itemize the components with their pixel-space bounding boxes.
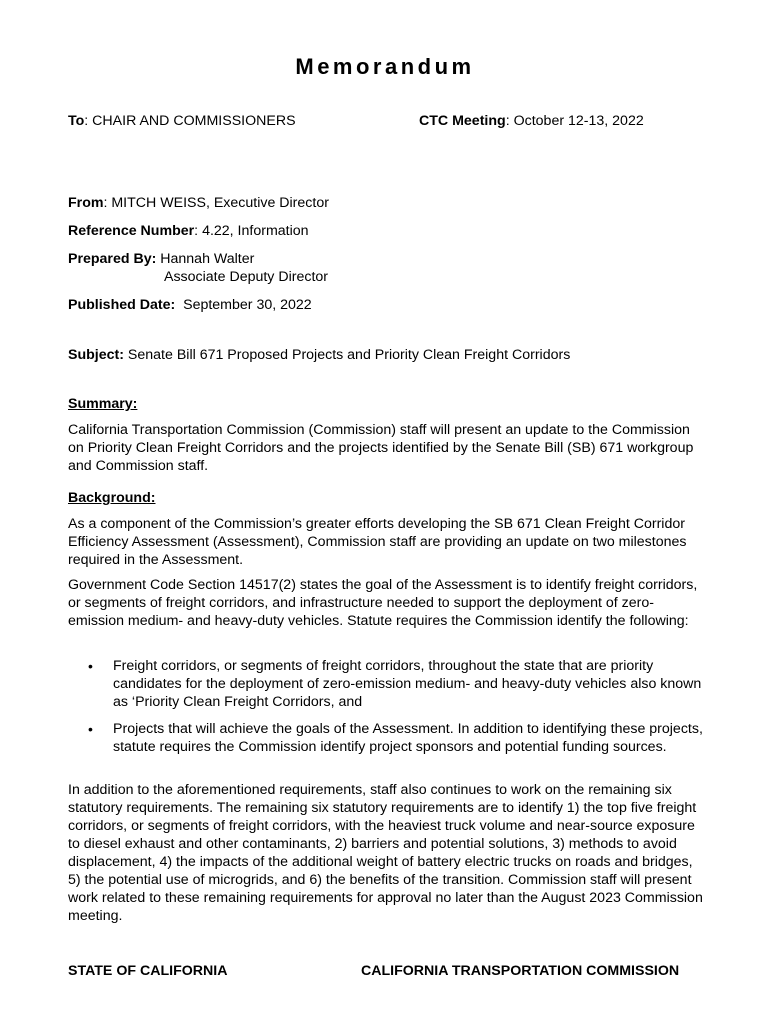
background-paragraph-3: In addition to the aforementioned requirements, staff also continues to work on the remaining six statutory requirements. The remaining six statutory requirements are to identify 1) the top five freight corridors, or segments of freight corridors, with the heaviest truck volume and near-source exposure to diesel exhaust and other contaminants, 2) barriers and potential solutions, 3) methods to avoid displacement, 4) the impacts of the additional weight of battery electric trucks on roads and bridges, 5) the potential use of microgrids, and 6) the benefits of the transition. Commission staff will present work related to these remaining requirements for approval no later than the August 2023 Commission meeting. — [68, 782, 703, 924]
background-paragraph-2: Government Code Section 14517(2) states the goal of the Assessment is to identify freight corridors, or segments of freight corridors, and infrastructure needed to support the deployment of zero-emission medium- and heavy-duty vehicles. Statute requires the Commission identify the following: — [68, 577, 698, 629]
footer-commission: CALIFORNIA TRANSPORTATION COMMISSION — [361, 963, 680, 979]
list-item — [68, 657, 708, 711]
summary-heading: Summary: — [68, 396, 138, 412]
background-paragraph-1: As a component of the Commission’s greater efforts developing the SB 671 Clean Freight Corridor Efficiency Assessment (Assessment), Commission staff are providing an update on two milestones required in the Assessment. — [68, 516, 687, 568]
list-item-text: Freight corridors, or segments of freight corridors, throughout the state that are priority candidates for the deployment of zero-emission medium- and heavy-duty vehicles also known as ‘Priority Clean Freight Corridors, and — [113, 658, 702, 710]
footer-state: STATE OF CALIFORNIA — [68, 963, 228, 979]
list-item — [68, 720, 708, 756]
memo-title: Memorandum — [295, 54, 475, 79]
to-value: CHAIR AND COMMISSIONERS — [92, 113, 296, 129]
meeting-label: CTC Meeting — [419, 113, 506, 129]
subject-value: Senate Bill 671 Proposed Projects and Priority Clean Freight Corridors — [127, 347, 571, 363]
reference-line: Reference Number: 4.22, Information — [68, 223, 309, 239]
published-value: September 30, 2022 — [183, 297, 312, 313]
reference-value: 4.22, Information — [202, 223, 309, 239]
published-line — [68, 296, 312, 314]
bullet-icon: • — [88, 658, 93, 674]
prepared-name: Hannah Walter — [160, 251, 255, 267]
prepared-line — [68, 250, 254, 268]
from-label: From — [68, 195, 104, 211]
to-label: To — [68, 113, 85, 129]
published-label: Published Date: — [68, 297, 176, 313]
from-value: MITCH WEISS, Executive Director — [111, 195, 329, 211]
prepared-label: Prepared By: — [68, 251, 157, 267]
summary-text: California Transportation Commission (Commission) staff will present an update to the Commission on Priority Clean Freight Corridors and the projects identified by the Senate Bill (SB) 671 workgroup and Commission staff. — [68, 422, 694, 474]
list-item-text: Projects that will achieve the goals of the Assessment. In addition to identifying these projects, statute requires the Commission identify project sponsors and potential funding sources. — [113, 721, 703, 755]
bullet-icon: • — [88, 721, 93, 737]
meeting-value: October 12-13, 2022 — [513, 113, 644, 129]
requirements-list — [68, 657, 708, 756]
prepared-role: Associate Deputy Director — [164, 269, 329, 285]
subject-label: Subject: — [68, 347, 124, 363]
from-line: From: MITCH WEISS, Executive Director — [68, 195, 329, 211]
background-heading: Background: — [68, 490, 156, 506]
reference-label: Reference Number — [68, 223, 195, 239]
subject-line — [68, 346, 570, 364]
to-line: To: CHAIR AND COMMISSIONERS — [68, 113, 296, 129]
meeting-line: CTC Meeting: October 12-13, 2022 — [419, 113, 644, 129]
